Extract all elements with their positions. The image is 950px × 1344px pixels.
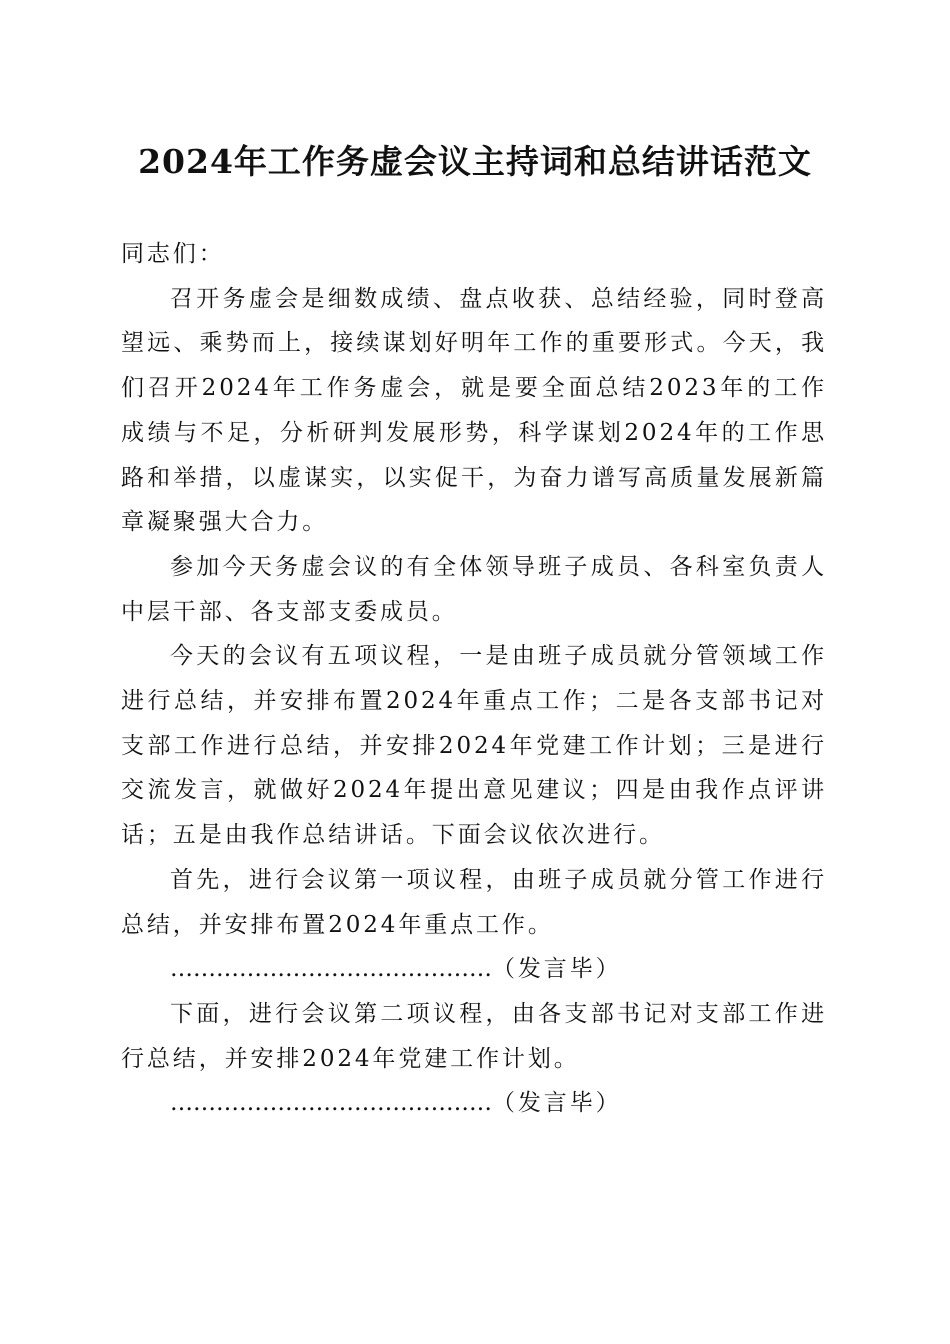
dot-leader: …………………………………… — [170, 1090, 492, 1117]
speech-end-label: （发言毕） — [492, 956, 622, 983]
speech-end-label: （发言毕） — [492, 1090, 622, 1117]
dot-leader: …………………………………… — [170, 956, 492, 983]
paragraph-agenda-item-2: 下面，进行会议第二项议程，由各支部书记对支部工作进行总结，并安排2024年党建工作计划。 — [121, 1000, 827, 1072]
paragraph-opening: 召开务虚会是细数成绩、盘点收获、总结经验，同时登高望远、乘势而上，接续谋划好明年工作的重要形式。今天，我们召开2024年工作务虚会，就是要全面总结2023年的工作成绩与不足，分析研判发展形势，科学谋划2024年的工作思路和举措，以虚谋实，以实促干，为奋力谱写高质量发展新篇章凝聚强大合力。 — [121, 285, 827, 536]
paragraph-attendees: 参加今天务虚会议的有全体领导班子成员、各科室负责人中层干部、各支部支委成员。 — [121, 553, 827, 625]
paragraph-agenda-item-1: 首先，进行会议第一项议程，由班子成员就分管工作进行总结，并安排布置2024年重点工作。 — [121, 866, 827, 938]
salutation: 同志们： — [121, 241, 225, 267]
paragraph-agenda: 今天的会议有五项议程，一是由班子成员就分管领域工作进行总结，并安排布置2024年重点工作；二是各支部书记对支部工作进行总结，并安排2024年党建工作计划；三是进行交流发言，就做好2024年提出意见建议；四是由我作点评讲话；五是由我作总结讲话。下面会议依次进行。 — [121, 643, 827, 849]
speech-end-remark-1 — [121, 947, 827, 992]
document-title: 2024年工作务虚会议主持词和总结讲话范文 — [138, 142, 812, 181]
document-body — [121, 232, 827, 1126]
speech-end-remark-2 — [121, 1081, 827, 1126]
